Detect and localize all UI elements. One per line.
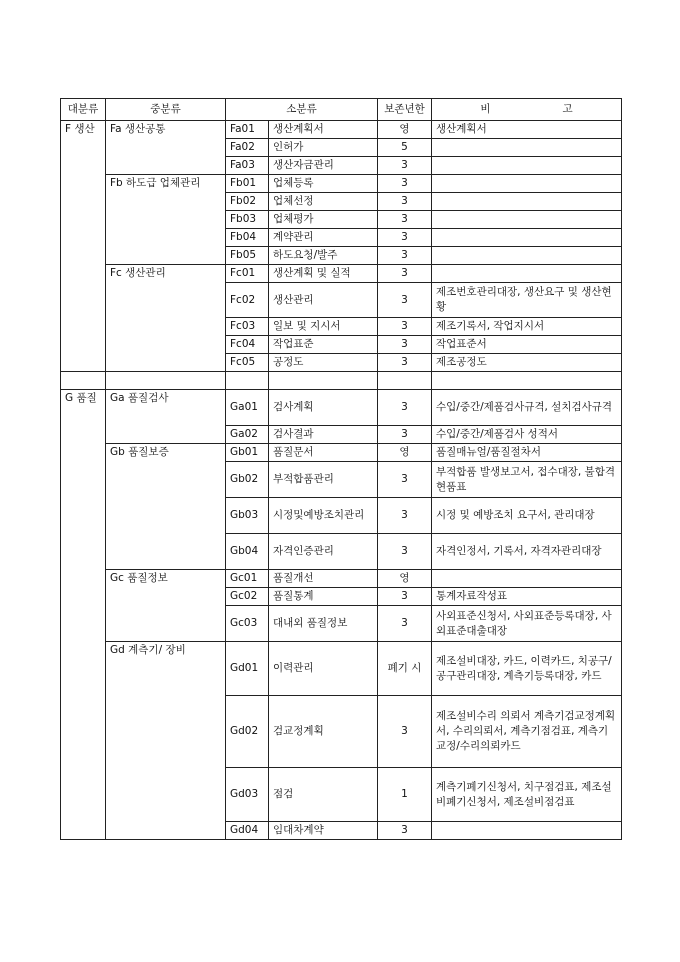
major-f: F 생산 bbox=[61, 121, 106, 372]
note-cell: 제조기록서, 작업지시서 bbox=[432, 318, 622, 336]
header-note bbox=[432, 99, 622, 121]
note-cell: 제조번호관리대장, 생산요구 및 생산현황 bbox=[432, 283, 622, 318]
retention-cell: 3 bbox=[378, 157, 432, 175]
code-cell: Fb01 bbox=[226, 175, 269, 193]
code-cell: Fc03 bbox=[226, 318, 269, 336]
name-cell: 작업표준 bbox=[269, 336, 378, 354]
table-row bbox=[61, 444, 622, 462]
code-cell: Gd04 bbox=[226, 822, 269, 840]
name-cell: 대내외 품질정보 bbox=[269, 606, 378, 642]
empty-cell bbox=[378, 372, 432, 390]
code-cell: Fa02 bbox=[226, 139, 269, 157]
name-cell: 품질개선 bbox=[269, 570, 378, 588]
retention-cell: 3 bbox=[378, 390, 432, 426]
code-cell: Gc01 bbox=[226, 570, 269, 588]
retention-cell: 폐기 시 bbox=[378, 642, 432, 696]
middle-fc: Fc 생산관리 bbox=[106, 265, 226, 372]
retention-cell: 3 bbox=[378, 606, 432, 642]
note-cell: 제조공정도 bbox=[432, 354, 622, 372]
name-cell: 검사계획 bbox=[269, 390, 378, 426]
note-cell bbox=[432, 139, 622, 157]
retention-cell: 3 bbox=[378, 175, 432, 193]
note-cell bbox=[432, 211, 622, 229]
middle-ga: Ga 품질검사 bbox=[106, 390, 226, 444]
name-cell: 부적합품관리 bbox=[269, 462, 378, 498]
retention-cell: 3 bbox=[378, 462, 432, 498]
retention-cell: 3 bbox=[378, 193, 432, 211]
name-cell: 일보 및 지시서 bbox=[269, 318, 378, 336]
retention-cell: 영 bbox=[378, 444, 432, 462]
table-row bbox=[61, 265, 622, 283]
note-cell bbox=[432, 157, 622, 175]
note-cell bbox=[432, 570, 622, 588]
name-cell: 품질문서 bbox=[269, 444, 378, 462]
note-cell bbox=[432, 822, 622, 840]
name-cell: 이력관리 bbox=[269, 642, 378, 696]
retention-cell: 3 bbox=[378, 696, 432, 768]
retention-cell: 3 bbox=[378, 229, 432, 247]
middle-fb: Fb 하도급 업체관리 bbox=[106, 175, 226, 265]
records-retention-table bbox=[60, 98, 622, 840]
note-cell: 작업표준서 bbox=[432, 336, 622, 354]
code-cell: Fb02 bbox=[226, 193, 269, 211]
header-retention: 보존년한 bbox=[378, 99, 432, 121]
note-cell bbox=[432, 247, 622, 265]
retention-cell: 영 bbox=[378, 121, 432, 139]
header-note-b: 고 bbox=[562, 103, 573, 115]
retention-cell: 3 bbox=[378, 498, 432, 534]
header-row bbox=[61, 99, 622, 121]
code-cell: Fb04 bbox=[226, 229, 269, 247]
note-cell: 수입/중간/제품검사 성적서 bbox=[432, 426, 622, 444]
name-cell: 생산계획 및 실적 bbox=[269, 265, 378, 283]
note-cell bbox=[432, 175, 622, 193]
note-cell: 시정 및 예방조치 요구서, 관리대장 bbox=[432, 498, 622, 534]
middle-gb: Gb 품질보증 bbox=[106, 444, 226, 570]
retention-cell: 5 bbox=[378, 139, 432, 157]
header-middle: 중분류 bbox=[106, 99, 226, 121]
spacer-row bbox=[61, 372, 622, 390]
code-cell: Gd03 bbox=[226, 768, 269, 822]
middle-fa: Fa 생산공통 bbox=[106, 121, 226, 175]
table-row bbox=[61, 570, 622, 588]
code-cell: Gb02 bbox=[226, 462, 269, 498]
table-row bbox=[61, 175, 622, 193]
note-cell: 제조설비대장, 카드, 이력카드, 치공구/공구관리대장, 계측기등록대장, 카드 bbox=[432, 642, 622, 696]
empty-cell bbox=[106, 372, 226, 390]
note-cell: 통계자료작성표 bbox=[432, 588, 622, 606]
header-note-a: 비 bbox=[480, 103, 491, 115]
code-cell: Fc01 bbox=[226, 265, 269, 283]
table-row bbox=[61, 121, 622, 139]
retention-cell: 영 bbox=[378, 570, 432, 588]
code-cell: Gc03 bbox=[226, 606, 269, 642]
code-cell: Fa01 bbox=[226, 121, 269, 139]
empty-cell bbox=[432, 372, 622, 390]
name-cell: 공정도 bbox=[269, 354, 378, 372]
table-row bbox=[61, 390, 622, 426]
name-cell: 검사결과 bbox=[269, 426, 378, 444]
retention-cell: 3 bbox=[378, 336, 432, 354]
note-cell: 수입/중간/제품검사규격, 설치검사규격 bbox=[432, 390, 622, 426]
name-cell: 임대차계약 bbox=[269, 822, 378, 840]
name-cell: 업체평가 bbox=[269, 211, 378, 229]
name-cell: 검교정계획 bbox=[269, 696, 378, 768]
empty-cell bbox=[269, 372, 378, 390]
retention-cell: 3 bbox=[378, 265, 432, 283]
code-cell: Fc05 bbox=[226, 354, 269, 372]
note-cell: 품질매뉴얼/품질절차서 bbox=[432, 444, 622, 462]
retention-cell: 3 bbox=[378, 534, 432, 570]
name-cell: 인허가 bbox=[269, 139, 378, 157]
empty-cell bbox=[226, 372, 269, 390]
name-cell: 시정및예방조치관리 bbox=[269, 498, 378, 534]
retention-cell: 3 bbox=[378, 318, 432, 336]
code-cell: Ga01 bbox=[226, 390, 269, 426]
header-major: 대분류 bbox=[61, 99, 106, 121]
name-cell: 자격인증관리 bbox=[269, 534, 378, 570]
note-cell: 부적합품 발생보고서, 접수대장, 불합격현품표 bbox=[432, 462, 622, 498]
code-cell: Fc04 bbox=[226, 336, 269, 354]
retention-cell: 3 bbox=[378, 354, 432, 372]
note-cell bbox=[432, 229, 622, 247]
name-cell: 하도요청/발주 bbox=[269, 247, 378, 265]
name-cell: 계약관리 bbox=[269, 229, 378, 247]
header-minor: 소분류 bbox=[226, 99, 378, 121]
middle-gd: Gd 계측기/ 장비 bbox=[106, 642, 226, 840]
code-cell: Fb05 bbox=[226, 247, 269, 265]
note-cell bbox=[432, 265, 622, 283]
code-cell: Fc02 bbox=[226, 283, 269, 318]
code-cell: Gb04 bbox=[226, 534, 269, 570]
code-cell: Gd02 bbox=[226, 696, 269, 768]
name-cell: 업체등록 bbox=[269, 175, 378, 193]
name-cell: 생산자금관리 bbox=[269, 157, 378, 175]
code-cell: Gd01 bbox=[226, 642, 269, 696]
code-cell: Fa03 bbox=[226, 157, 269, 175]
retention-cell: 3 bbox=[378, 247, 432, 265]
note-cell: 계측기폐기신청서, 치구점검표, 제조설비폐기신청서, 제조설비점검표 bbox=[432, 768, 622, 822]
name-cell: 생산계획서 bbox=[269, 121, 378, 139]
table-row bbox=[61, 642, 622, 696]
note-cell bbox=[432, 193, 622, 211]
note-cell: 사외표준신청서, 사외표준등록대장, 사외표준대출대장 bbox=[432, 606, 622, 642]
name-cell: 품질통계 bbox=[269, 588, 378, 606]
name-cell: 생산관리 bbox=[269, 283, 378, 318]
empty-cell bbox=[61, 372, 106, 390]
code-cell: Gc02 bbox=[226, 588, 269, 606]
note-cell: 자격인정서, 기록서, 자격자관리대장 bbox=[432, 534, 622, 570]
note-cell: 생산계획서 bbox=[432, 121, 622, 139]
retention-cell: 3 bbox=[378, 283, 432, 318]
code-cell: Ga02 bbox=[226, 426, 269, 444]
major-g: G 품질 bbox=[61, 390, 106, 840]
middle-gc: Gc 품질정보 bbox=[106, 570, 226, 642]
code-cell: Fb03 bbox=[226, 211, 269, 229]
code-cell: Gb01 bbox=[226, 444, 269, 462]
retention-cell: 3 bbox=[378, 588, 432, 606]
name-cell: 점검 bbox=[269, 768, 378, 822]
retention-cell: 3 bbox=[378, 211, 432, 229]
note-cell: 제조설비수리 의뢰서 계측기검교정계획서, 수리의뢰서, 계측기점검표, 계측기교정/수리의뢰카드 bbox=[432, 696, 622, 768]
retention-cell: 1 bbox=[378, 768, 432, 822]
retention-cell: 3 bbox=[378, 822, 432, 840]
code-cell: Gb03 bbox=[226, 498, 269, 534]
name-cell: 업체선정 bbox=[269, 193, 378, 211]
retention-cell: 3 bbox=[378, 426, 432, 444]
